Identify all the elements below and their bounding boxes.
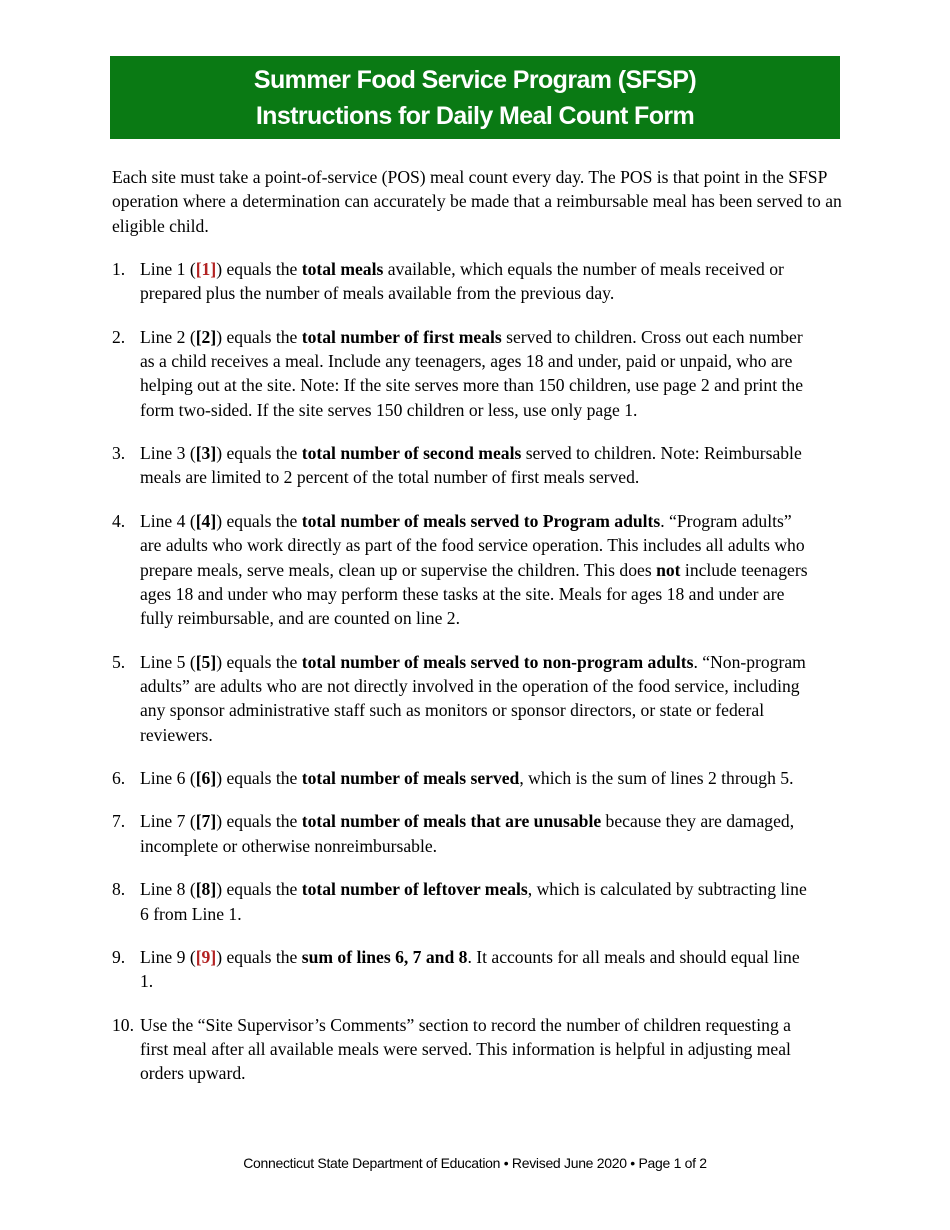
list-item — [112, 1013, 812, 1086]
intro-paragraph: Each site must take a point-of-service (POS) meal count every day. The POS is that point in the SFSP operation where a determination can accurately be made that a reimbursable meal has been served to an eligible child. — [112, 167, 842, 236]
item-text: Line 8 ( — [140, 879, 196, 900]
item-text: available, which equals the number of meals received or prepared plus the number of meals available from the previous day. — [140, 259, 784, 304]
item-text: , which is the sum of lines 2 through 5. — [519, 767, 794, 788]
item-text: ) equals the — [216, 767, 302, 788]
item-text: ) equals the — [216, 326, 302, 347]
item-bold: total number of meals served to Program adults — [301, 510, 661, 531]
item-text: Line 7 ( — [140, 811, 196, 832]
item-text: Line 2 ( — [140, 326, 196, 347]
list-item — [112, 877, 812, 926]
item-number: 6. — [112, 767, 126, 788]
item-text: ) equals the — [216, 879, 302, 900]
line-marker: [4] — [195, 510, 217, 531]
item-number: 3. — [112, 443, 126, 464]
list-item — [112, 650, 812, 747]
item-number: 5. — [112, 651, 126, 672]
list-item — [112, 441, 812, 490]
item-text: , which is calculated by subtracting line 6 from Line 1. — [140, 879, 807, 924]
item-bold: total number of second meals — [301, 443, 522, 464]
item-bold: total number of meals that are unusable — [301, 811, 602, 832]
line-marker: [5] — [195, 651, 217, 672]
item-bold: total number of first meals — [301, 326, 502, 347]
item-text: Line 6 ( — [140, 767, 196, 788]
item-bold: total number of meals served — [301, 767, 520, 788]
title-line-1: Summer Food Service Program (SFSP) — [253, 66, 697, 94]
item-text: ) equals the — [216, 811, 302, 832]
list-item — [112, 509, 812, 630]
item-text: include teenagers ages 18 and under who may perform these tasks at the site. Meals for ages 18 and under are fully reimbursable, and are counted on line 2. — [140, 559, 808, 629]
title-line-2: Instructions for Daily Meal Count Form — [255, 102, 695, 130]
item-bold: total number of leftover meals — [301, 879, 528, 900]
item-text: Line 3 ( — [140, 443, 196, 464]
item-number: 8. — [112, 879, 126, 900]
item-text: because they are damaged, incomplete or otherwise nonreimbursable. — [140, 811, 795, 856]
item-bold: sum of lines 6, 7 and 8 — [301, 947, 468, 968]
page-footer: Connecticut State Department of Education • Revised June 2020 • Page 1 of 2 — [243, 1155, 707, 1171]
item-text: served to children. Note: Reimbursable meals are limited to 2 percent of the total number of first meals served. — [140, 443, 802, 488]
item-text: ) equals the — [216, 510, 302, 531]
title-banner — [110, 56, 840, 139]
line-marker: [1] — [195, 259, 217, 279]
line-marker: [2] — [195, 326, 217, 347]
list-item — [112, 325, 812, 422]
item-text: Use the “Site Supervisor’s Comments” section to record the number of children requesting a first meal after all available meals were served. This information is helpful in adjusting meal orders upward. — [140, 1014, 791, 1084]
item-text: Line 1 ( — [140, 259, 196, 279]
item-text: Line 5 ( — [140, 651, 196, 672]
item-text: Line 4 ( — [140, 510, 196, 531]
list-item — [112, 257, 812, 306]
line-marker: [8] — [195, 879, 217, 900]
item-bold: total number of meals served to non-program adults — [301, 651, 694, 672]
list-item — [112, 766, 812, 790]
line-marker: [7] — [195, 811, 217, 832]
item-number: 4. — [112, 510, 126, 531]
list-item — [112, 809, 812, 858]
item-number: 10. — [112, 1014, 134, 1035]
item-text: . “Non-program adults” are adults who are not directly involved in the operation of the food service, including any sponsor administrative staff such as monitors or sponsor directors, or state or federal reviewers. — [140, 651, 806, 745]
item-number: 1. — [112, 259, 126, 279]
item-text: ) equals the — [216, 947, 302, 968]
item-text: served to children. Cross out each number as a child receives a meal. Include any teenagers, ages 18 and under, paid or unpaid, who are helping out at the site. Note: If the site serves more than 150 children, use page 2 and print the form two-sided. If the site serves 150 children or less, use only page 1. — [140, 326, 804, 420]
item-text: ) equals the — [216, 443, 302, 464]
item-bold: total meals — [301, 259, 384, 279]
item-text: ) equals the — [216, 651, 302, 672]
line-marker: [3] — [195, 443, 217, 464]
item-text: Line 9 ( — [140, 947, 196, 968]
item-number: 9. — [112, 947, 126, 968]
item-text: . “Program adults” are adults who work directly as part of the food service operation. This includes all adults who prepare meals, serve meals, clean up or supervise the children. This does — [140, 510, 805, 580]
item-number: 7. — [112, 811, 126, 832]
list-item — [112, 945, 812, 994]
instruction-list — [112, 257, 812, 1105]
item-text: . It accounts for all meals and should equal line 1. — [140, 947, 800, 992]
item-text: ) equals the — [216, 259, 302, 279]
item-bold: not — [656, 559, 681, 580]
line-marker: [9] — [195, 947, 217, 968]
line-marker: [6] — [195, 767, 217, 788]
item-number: 2. — [112, 326, 126, 347]
